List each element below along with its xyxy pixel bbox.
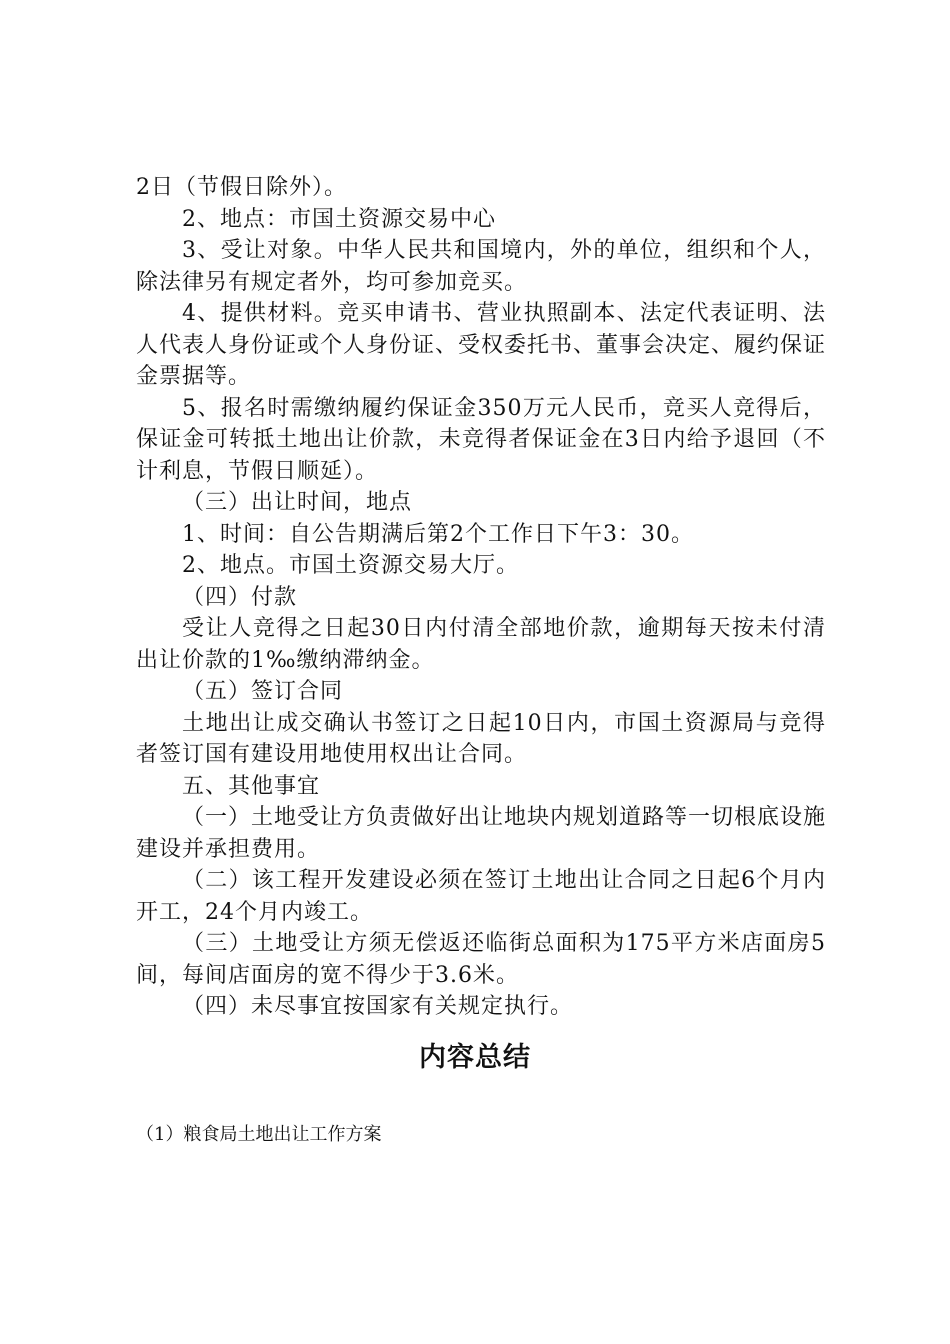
paragraph: 受让人竞得之日起30日内付清全部地价款，逾期每天按未付清出让价款的1‰缴纳滞纳金。 xyxy=(136,616,826,673)
paragraph: （三）土地受让方须无偿返还临街总面积为175平方米店面房5间，每间店面房的宽不得少于3.6米。 xyxy=(136,931,826,988)
paragraph: （五）签订合同 xyxy=(182,679,344,704)
paragraph: 3、受让对象。中华人民共和国境内，外的单位，组织和个人，除法律另有规定者外，均可参加竞买。 xyxy=(136,238,826,295)
paragraph: 1、时间：自公告期满后第2个工作日下午3：30。 xyxy=(182,521,694,547)
paragraph: （三）出让时间，地点 xyxy=(182,490,413,515)
document-body xyxy=(136,172,826,1023)
paragraph: （四）付款 xyxy=(182,584,298,610)
summary-item: （1）粮食局土地出让工作方案 xyxy=(136,1124,382,1145)
paragraph: 2、地点。市国土资源交易大厅。 xyxy=(182,553,519,578)
paragraph: 4、提供材料。竞买申请书、营业执照副本、法定代表证明、法人代表人身份证或个人身份证、受权委托书、董事会决定、履约保证金票据等。 xyxy=(136,301,827,389)
paragraph: （二）该工程开发建设必须在签订土地出让合同之日起6个月内开工，24个月内竣工。 xyxy=(136,868,826,925)
paragraph: 2日（节假日除外）。 xyxy=(136,175,347,200)
paragraph: （四）未尽事宜按国家有关规定执行。 xyxy=(182,994,574,1019)
paragraph: 5、报名时需缴纳履约保证金350万元人民币，竞买人竞得后，保证金可转抵土地出让价款，未竞得者保证金在3日内给予退回（不计利息，节假日顺延）。 xyxy=(136,395,826,484)
paragraph: （一）土地受让方负责做好出让地块内规划道路等一切根底设施建设并承担费用。 xyxy=(136,805,827,862)
paragraph: 2、地点：市国土资源交易中心 xyxy=(182,206,496,232)
summary-title: 内容总结 xyxy=(419,1042,531,1073)
paragraph: 五、其他事宜 xyxy=(182,773,321,799)
paragraph: 土地出让成交确认书签订之日起10日内，市国土资源局与竞得者签订国有建设用地使用权出让合同。 xyxy=(136,710,826,767)
